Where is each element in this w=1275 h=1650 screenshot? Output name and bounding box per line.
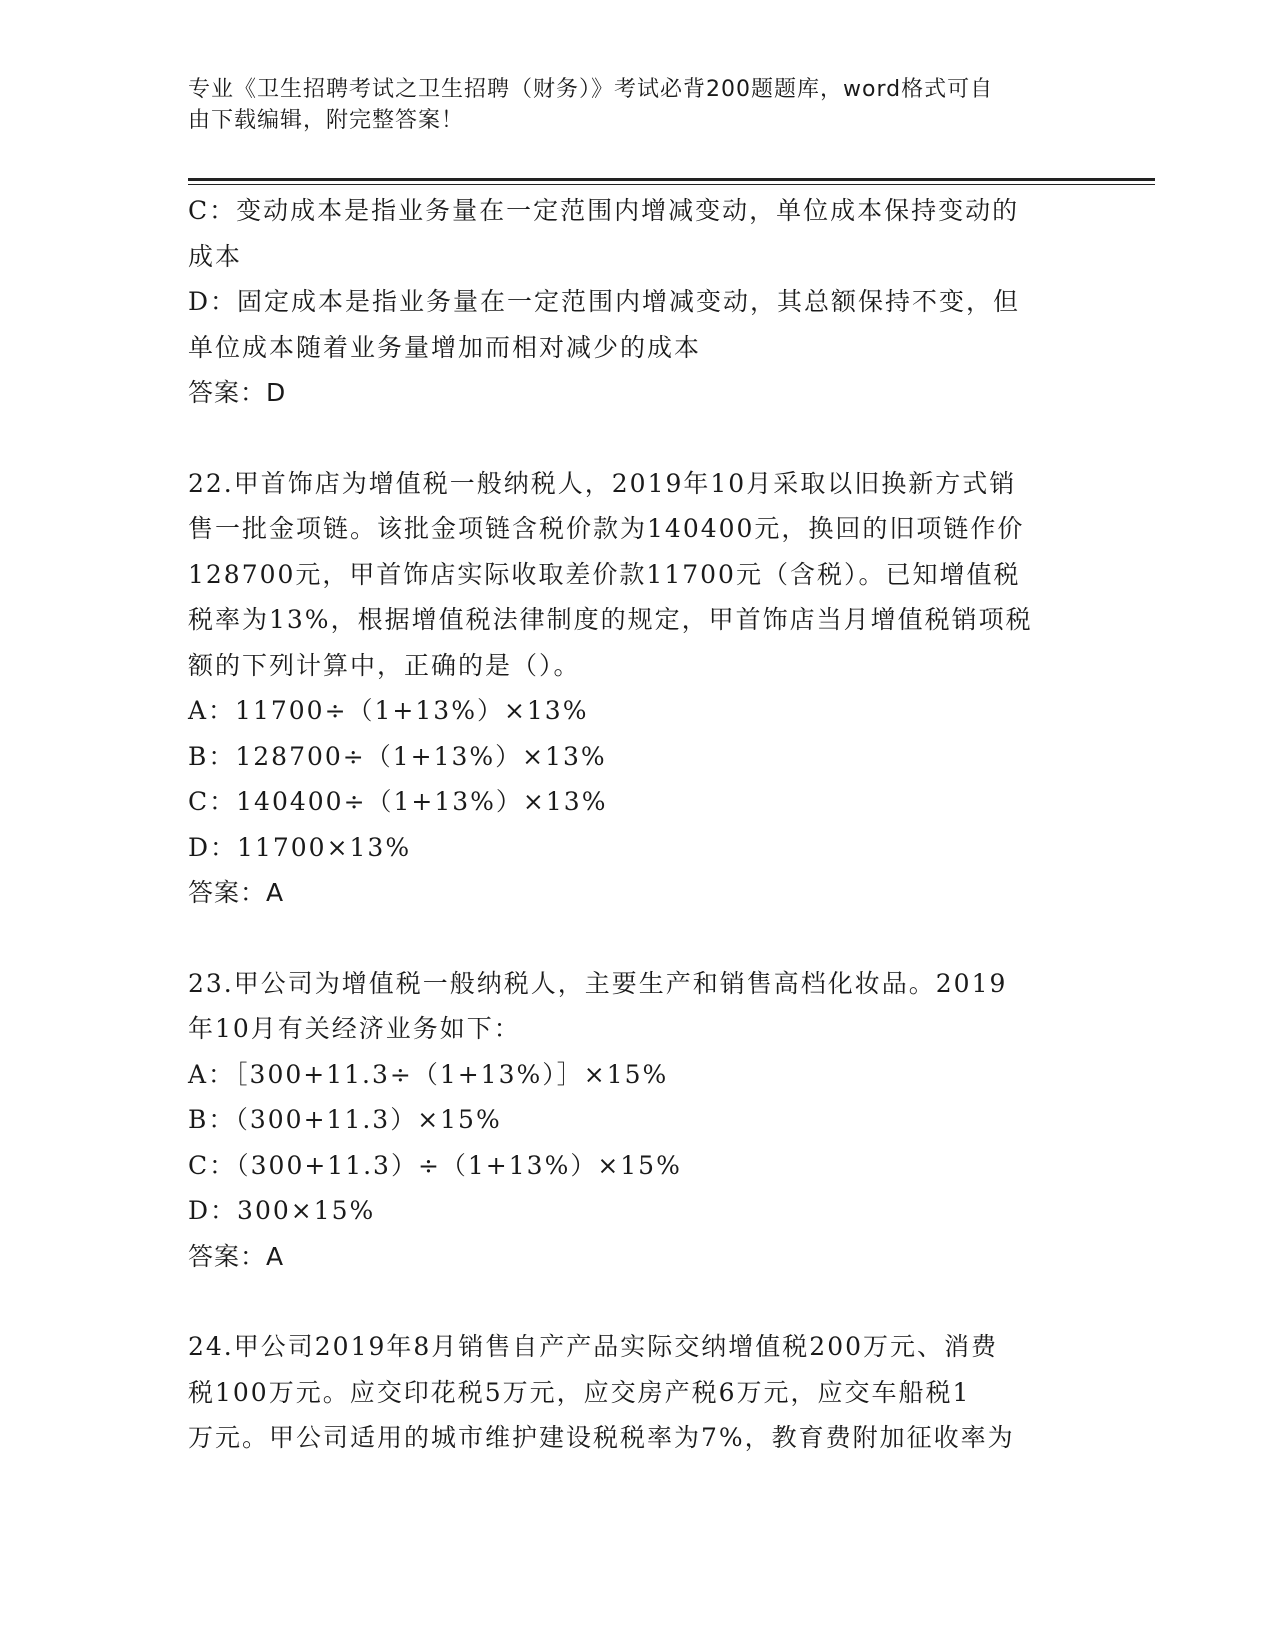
question-text-line: 22.甲首饰店为增值税一般纳税人，2019年10月采取以旧换新方式销 [188, 468, 1017, 498]
question-text-line: 23.甲公司为增值税一般纳税人，主要生产和销售高档化妆品。2019 [188, 968, 1008, 998]
document-body [188, 188, 1088, 1461]
question-text-line: 税100万元。应交印花税5万元，应交房产税6万元，应交车船税1 [188, 1377, 971, 1407]
spacer [188, 916, 1088, 961]
question-text-line: 年10月有关经济业务如下： [188, 1014, 521, 1043]
option-a: A：［300+11.3÷（1+13%）］×15% [188, 1059, 669, 1089]
header-line-1: 专业《卫生招聘考试之卫生招聘（财务）》考试必背200题题库，word格式可自 [188, 77, 994, 102]
spacer [188, 416, 1088, 461]
answer-21: 答案：D [188, 378, 287, 407]
option-d: D：11700×13% [188, 832, 412, 862]
header-line-2: 由下载编辑，附完整答案！ [188, 108, 465, 133]
question-text-line: 万元。甲公司适用的城市维护建设税税率为7%，教育费附加征收率为 [188, 1423, 1015, 1452]
option-d-line-2: 单位成本随着业务量增加而相对减少的成本 [188, 332, 702, 362]
question-21-continued [188, 188, 1088, 416]
option-b: B：（300+11.3）×15% [188, 1105, 502, 1134]
option-a: A：11700÷（1+13%）×13% [188, 696, 589, 725]
question-24 [188, 1324, 1088, 1461]
question-text-line: 售一批金项链。该批金项链含税价款为140400元，换回的旧项链作价 [188, 514, 1025, 543]
answer-22: 答案：A [188, 878, 285, 907]
spacer [188, 1279, 1088, 1324]
option-b: B：128700÷（1+13%）×13% [188, 741, 607, 771]
option-d: D：300×15% [188, 1196, 376, 1225]
option-d-line-1: D：固定成本是指业务量在一定范围内增减变动，其总额保持不变，但 [188, 287, 1021, 316]
question-22 [188, 461, 1088, 916]
option-c: C：（300+11.3）÷（1+13%）×15% [188, 1150, 682, 1180]
header-divider-thick [188, 178, 1155, 181]
option-c: C：140400÷（1+13%）×13% [188, 787, 608, 816]
question-text-line: 税率为13%，根据增值税法律制度的规定，甲首饰店当月增值税销项税 [188, 605, 1033, 634]
option-c-line-1: C：变动成本是指业务量在一定范围内增减变动，单位成本保持变动的 [188, 196, 1020, 225]
question-text-line: 128700元，甲首饰店实际收取差价款11700元（含税）。已知增值税 [188, 559, 1021, 589]
header-divider-thin [188, 184, 1155, 185]
question-23 [188, 961, 1088, 1280]
question-text-line: 额的下列计算中，正确的是（）。 [188, 650, 581, 680]
document-header [188, 74, 1088, 136]
answer-23: 答案：A [188, 1241, 285, 1271]
option-c-line-2: 成本 [188, 241, 243, 271]
question-text-line: 24.甲公司2019年8月销售自产产品实际交纳增值税200万元、消费 [188, 1332, 999, 1361]
